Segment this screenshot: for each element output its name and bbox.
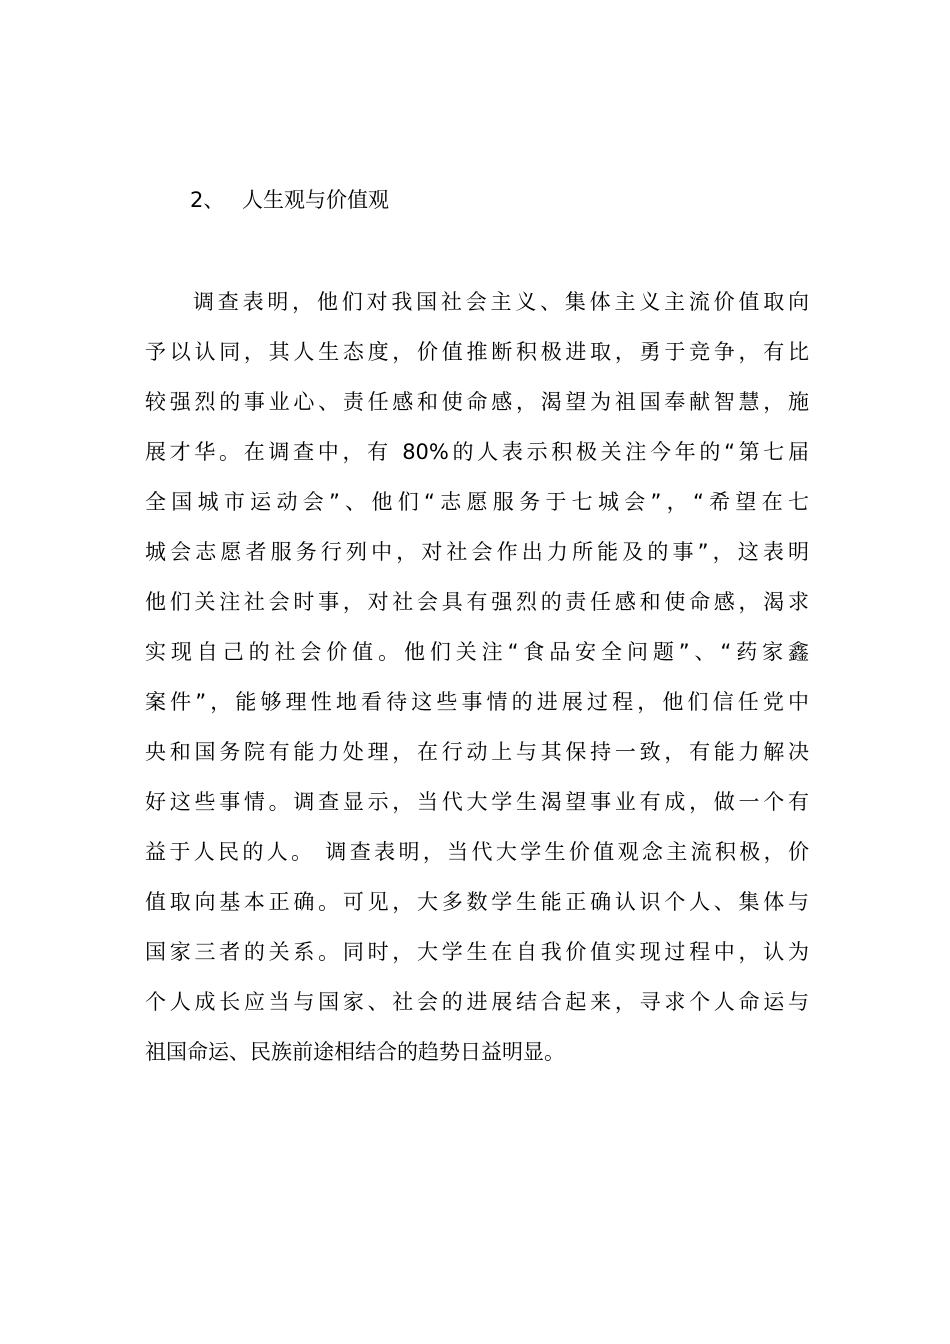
section-heading [190,182,389,218]
paragraph-line: 案件”，能够理性地看待这些事情的进展过程，他们信任党中 [145,690,809,714]
paragraph-line: 全国城市运动会”、他们“志愿服务于七城会”，“希望在七 [145,490,809,514]
paragraph-line: 益于人民的人。 调查表明，当代大学生价值观念主流积极，价 [145,840,809,864]
paragraph-line: 祖国命运、民族前途相结合的趋势日益明显。 [145,1040,565,1064]
paragraph-line: 较强烈的事业心、责任感和使命感，渴望为祖国奉献智慧，施 [145,390,809,414]
section-number: 2、 [190,188,225,212]
paragraph-line: 国家三者的关系。同时，大学生在自我价值实现过程中，认为 [145,940,809,964]
paragraph-line: 展才华。在调查中，有 80%的人表示积极关注今年的“第七届 [145,440,809,464]
section-title: 人生观与价值观 [242,188,389,212]
paragraph-line: 个人成长应当与国家、社会的进展结合起来，寻求个人命运与 [145,990,809,1014]
paragraph-line: 他们关注社会时事，对社会具有强烈的责任感和使命感，渴求 [145,590,809,614]
paragraph-line: 好这些事情。调查显示，当代大学生渴望事业有成，做一个有 [145,790,809,814]
paragraph-line: 值取向基本正确。可见，大多数学生能正确认识个人、集体与 [145,890,809,914]
body-paragraph [145,284,809,1084]
paragraph-line: 予以认同，其人生态度，价值推断积极进取，勇于竞争，有比 [145,340,809,364]
paragraph-line: 城会志愿者服务行列中，对社会作出力所能及的事”，这表明 [145,540,809,564]
paragraph-line: 调查表明，他们对我国社会主义、集体主义主流价值取向 [193,290,809,314]
paragraph-line: 央和国务院有能力处理，在行动上与其保持一致，有能力解决 [145,740,809,764]
paragraph-line: 实现自己的社会价值。他们关注“食品安全问题”、“药家鑫 [145,640,809,664]
